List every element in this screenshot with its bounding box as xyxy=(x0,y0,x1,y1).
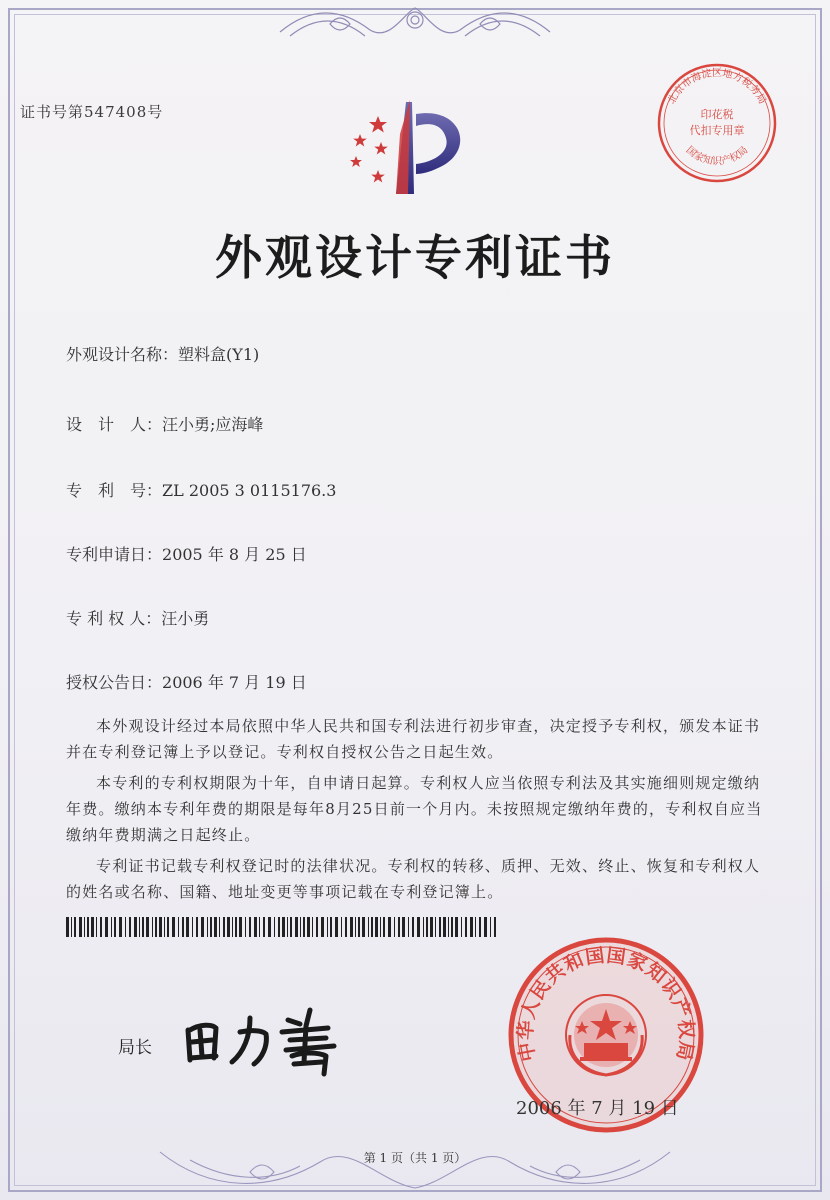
barcode-bar xyxy=(268,917,271,937)
barcode-bar xyxy=(259,917,260,937)
barcode-bar xyxy=(448,917,449,937)
barcode-bar xyxy=(345,917,347,937)
barcode-bar xyxy=(439,917,441,937)
field-grant-date xyxy=(66,670,307,693)
issue-date: 2006 年 7 月 19 日 xyxy=(516,1098,679,1119)
barcode-bar xyxy=(129,917,131,937)
barcode-bar xyxy=(223,917,225,937)
barcode-bar xyxy=(455,917,458,937)
barcode-bar xyxy=(355,917,356,937)
barcode-bar xyxy=(368,917,369,937)
barcode-bar xyxy=(182,917,184,937)
barcode-bar xyxy=(312,917,313,937)
tax-stamp-bottom-text: 国家知识产权局 xyxy=(683,144,751,168)
barcode-bar xyxy=(274,917,275,937)
barcode-bar xyxy=(79,917,82,937)
field-designer xyxy=(66,412,263,435)
barcode-bar xyxy=(362,917,365,937)
barcode-bar xyxy=(394,917,395,937)
field-label: 专 利 权 人： xyxy=(66,609,162,628)
field-label: 专利申请日： xyxy=(66,545,163,564)
barcode-bar xyxy=(111,917,112,937)
tax-stamp-line2: 代扣专用章 xyxy=(689,124,745,137)
barcode-bar xyxy=(375,917,378,937)
body-paragraph: 本外观设计经过本局依照中华人民共和国专利法进行初步审查，决定授予专利权，颁发本证书并在专利登记簿上予以登记。专利权自授权公告之日起生效。 xyxy=(66,717,761,761)
barcode-bar xyxy=(210,917,212,937)
svg-text:国家知识产权局 xyxy=(684,144,751,167)
barcode-bar xyxy=(142,917,144,937)
tax-stamp-ring-text: 北京市海淀区地方税务局 xyxy=(666,68,768,107)
barcode-bar xyxy=(327,917,328,937)
barcode-bar xyxy=(417,917,420,937)
barcode-bar xyxy=(465,917,467,937)
barcode-bar xyxy=(235,917,237,937)
barcode-bar xyxy=(402,917,405,937)
field-application-date xyxy=(66,542,307,565)
barcode-bar xyxy=(475,917,476,937)
svg-text:北京市海淀区地方税务局 xyxy=(666,66,769,106)
director-name: 田力普 xyxy=(266,1078,270,1079)
barcode-bar xyxy=(287,917,288,937)
barcode-bar xyxy=(341,917,342,937)
barcode-bar xyxy=(245,917,246,937)
barcode-bar xyxy=(139,917,140,937)
barcode-bar xyxy=(451,917,453,937)
barcode-bar xyxy=(186,917,189,937)
barcode-bar xyxy=(119,917,122,937)
barcode-bar xyxy=(239,917,242,937)
barcode-bar xyxy=(152,917,153,937)
barcode-bar xyxy=(295,917,298,937)
barcode-bar xyxy=(335,917,338,937)
barcode-bar xyxy=(214,917,217,937)
barcode-bar xyxy=(443,917,446,937)
barcode-bar xyxy=(87,917,89,937)
barcode-bar xyxy=(494,917,496,937)
barcode-bar xyxy=(423,917,424,937)
field-design-name xyxy=(66,342,259,365)
barcode-bar xyxy=(380,917,381,937)
barcode-bar xyxy=(172,917,175,937)
barcode-bar xyxy=(249,917,251,937)
barcode-bar xyxy=(66,917,69,937)
barcode-bar xyxy=(350,917,353,937)
barcode-bar xyxy=(307,917,310,937)
barcode-bar xyxy=(430,917,433,937)
field-label: 外观设计名称： xyxy=(66,345,179,364)
barcode-bar xyxy=(479,917,481,937)
patent-office-logo xyxy=(338,94,488,204)
barcode-bar xyxy=(125,917,126,937)
barcode-bar xyxy=(278,917,280,937)
barcode-bar xyxy=(155,917,157,937)
barcode-bar xyxy=(134,917,137,937)
barcode-bar xyxy=(282,917,285,937)
barcode-bar xyxy=(371,917,373,937)
field-label: 设 计 人： xyxy=(66,415,163,434)
barcode-bar xyxy=(461,917,462,937)
page-number: 第 1 页（共 1 页） xyxy=(363,1151,467,1165)
barcode-bar xyxy=(167,917,169,937)
barcode-bar xyxy=(196,917,198,937)
director-signature xyxy=(178,990,358,1080)
barcode-bar xyxy=(105,917,108,937)
barcode xyxy=(66,917,498,937)
barcode-bar xyxy=(219,917,220,937)
barcode-bar xyxy=(146,917,149,937)
top-ornament xyxy=(270,2,560,46)
barcode-bar xyxy=(178,917,179,937)
tax-stamp xyxy=(652,58,782,188)
barcode-bar xyxy=(300,917,301,937)
barcode-bar xyxy=(412,917,414,937)
field-value: 2005 年 8 月 25 日 xyxy=(162,545,307,564)
body-paragraph: 本专利的专利权期限为十年，自申请日起算。专利权人应当依照专利法及其实施细则规定缴纳年费。缴纳本专利年费的期限是每年8月25日前一个月内。未按照规定缴纳年费的，专利权自应当缴纳年费期满之日起终止。 xyxy=(66,774,763,844)
barcode-bar xyxy=(316,917,318,937)
national-emblem-icon xyxy=(566,995,646,1075)
barcode-bar xyxy=(303,917,305,937)
barcode-bar xyxy=(91,917,94,937)
barcode-bar xyxy=(398,917,400,937)
field-label: 授权公告日： xyxy=(66,673,163,692)
barcode-bar xyxy=(100,917,102,937)
barcode-bar xyxy=(358,917,360,937)
barcode-bar xyxy=(408,917,409,937)
barcode-bar xyxy=(192,917,193,937)
barcode-bar xyxy=(290,917,292,937)
barcode-bar xyxy=(263,917,265,937)
barcode-bar xyxy=(470,917,473,937)
barcode-bar xyxy=(84,917,85,937)
barcode-bar xyxy=(201,917,204,937)
field-value: 2006 年 7 月 19 日 xyxy=(162,673,307,692)
barcode-bar xyxy=(490,917,491,937)
barcode-bar xyxy=(74,917,76,937)
barcode-bar xyxy=(207,917,208,937)
field-patentee xyxy=(66,606,209,629)
field-label: 专 利 号： xyxy=(66,481,163,500)
barcode-bar xyxy=(232,917,233,937)
barcode-bar xyxy=(114,917,116,937)
seal-organization: 中华人民共和国国家知识产权局 xyxy=(514,944,698,1064)
field-patent-number xyxy=(66,478,336,501)
barcode-bar xyxy=(435,917,436,937)
director-title: 局长 xyxy=(118,1038,152,1058)
field-value: 汪小勇 xyxy=(161,609,210,628)
certificate-number: 证书号第547408号 xyxy=(20,103,164,121)
field-value: 塑料盒(Y1) xyxy=(178,345,260,364)
barcode-bar xyxy=(164,917,165,937)
barcode-bar xyxy=(426,917,428,937)
body-paragraph: 专利证书记载专利权登记时的法律状况。专利权的转移、质押、无效、终止、恢复和专利权人的姓名或名称、国籍、地址变更等事项记载在专利登记簿上。 xyxy=(66,857,761,901)
document-title: 外观设计专利证书 xyxy=(215,231,615,286)
barcode-bar xyxy=(388,917,391,937)
field-value: 汪小勇;应海峰 xyxy=(162,415,264,434)
barcode-bar xyxy=(227,917,230,937)
certificate-body xyxy=(66,713,766,910)
field-value: ZL 2005 3 0115176.3 xyxy=(162,481,337,500)
barcode-bar xyxy=(321,917,324,937)
barcode-bar xyxy=(71,917,72,937)
tax-stamp-line1: 印花税 xyxy=(700,108,734,121)
barcode-bar xyxy=(159,917,162,937)
barcode-bar xyxy=(330,917,332,937)
barcode-bar xyxy=(96,917,97,937)
barcode-bar xyxy=(383,917,385,937)
barcode-bar xyxy=(254,917,257,937)
barcode-bar xyxy=(484,917,487,937)
